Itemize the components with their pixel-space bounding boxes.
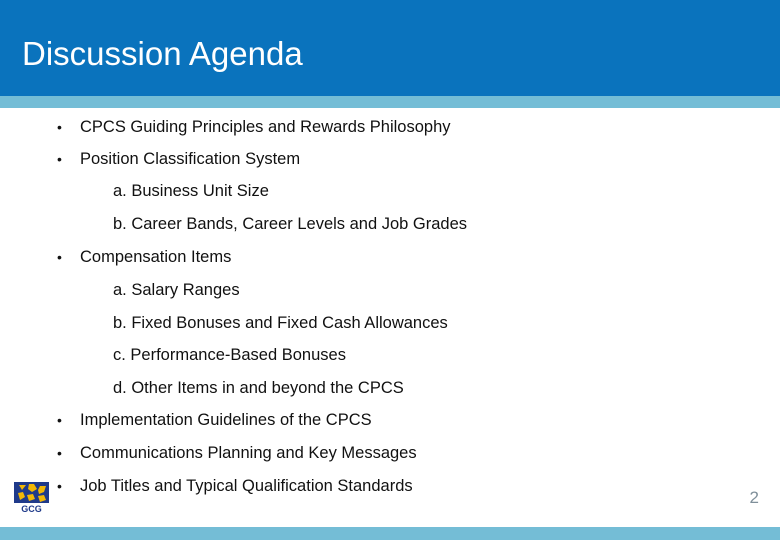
agenda-item-text: Position Classification System xyxy=(80,150,301,168)
agenda-subitem-text: a. Business Unit Size xyxy=(113,182,269,200)
page-number: 2 xyxy=(749,488,759,507)
bullet-icon: • xyxy=(57,249,62,265)
agenda-item-text: CPCS Guiding Principles and Rewards Philosophy xyxy=(80,118,451,136)
agenda-subitem-text: c. Performance-Based Bonuses xyxy=(113,346,346,364)
bullet-icon: • xyxy=(57,412,62,428)
bullet-icon: • xyxy=(57,151,62,167)
bullet-icon: • xyxy=(57,119,62,135)
agenda-item-text: Compensation Items xyxy=(80,248,232,266)
bullet-icon: • xyxy=(57,445,62,461)
slide-title: Discussion Agenda xyxy=(22,35,303,72)
footer-accent-bar xyxy=(0,527,780,540)
agenda-subitem-text: b. Fixed Bonuses and Fixed Cash Allowances xyxy=(113,314,448,332)
agenda-subitem-text: b. Career Bands, Career Levels and Job Grades xyxy=(113,215,468,233)
logo-text: GCG xyxy=(21,504,42,514)
agenda-item-text: Implementation Guidelines of the CPCS xyxy=(80,411,372,429)
agenda-subitem-text: a. Salary Ranges xyxy=(113,281,240,299)
slide-header xyxy=(0,0,780,96)
bullet-icon: • xyxy=(57,478,62,494)
agenda-item-text: Communications Planning and Key Messages xyxy=(80,444,417,462)
gcg-logo-icon xyxy=(13,481,50,514)
agenda-subitem-text: d. Other Items in and beyond the CPCS xyxy=(113,379,404,397)
agenda-item-text: Job Titles and Typical Qualification Standards xyxy=(80,477,413,495)
header-accent-stripe xyxy=(0,96,780,108)
